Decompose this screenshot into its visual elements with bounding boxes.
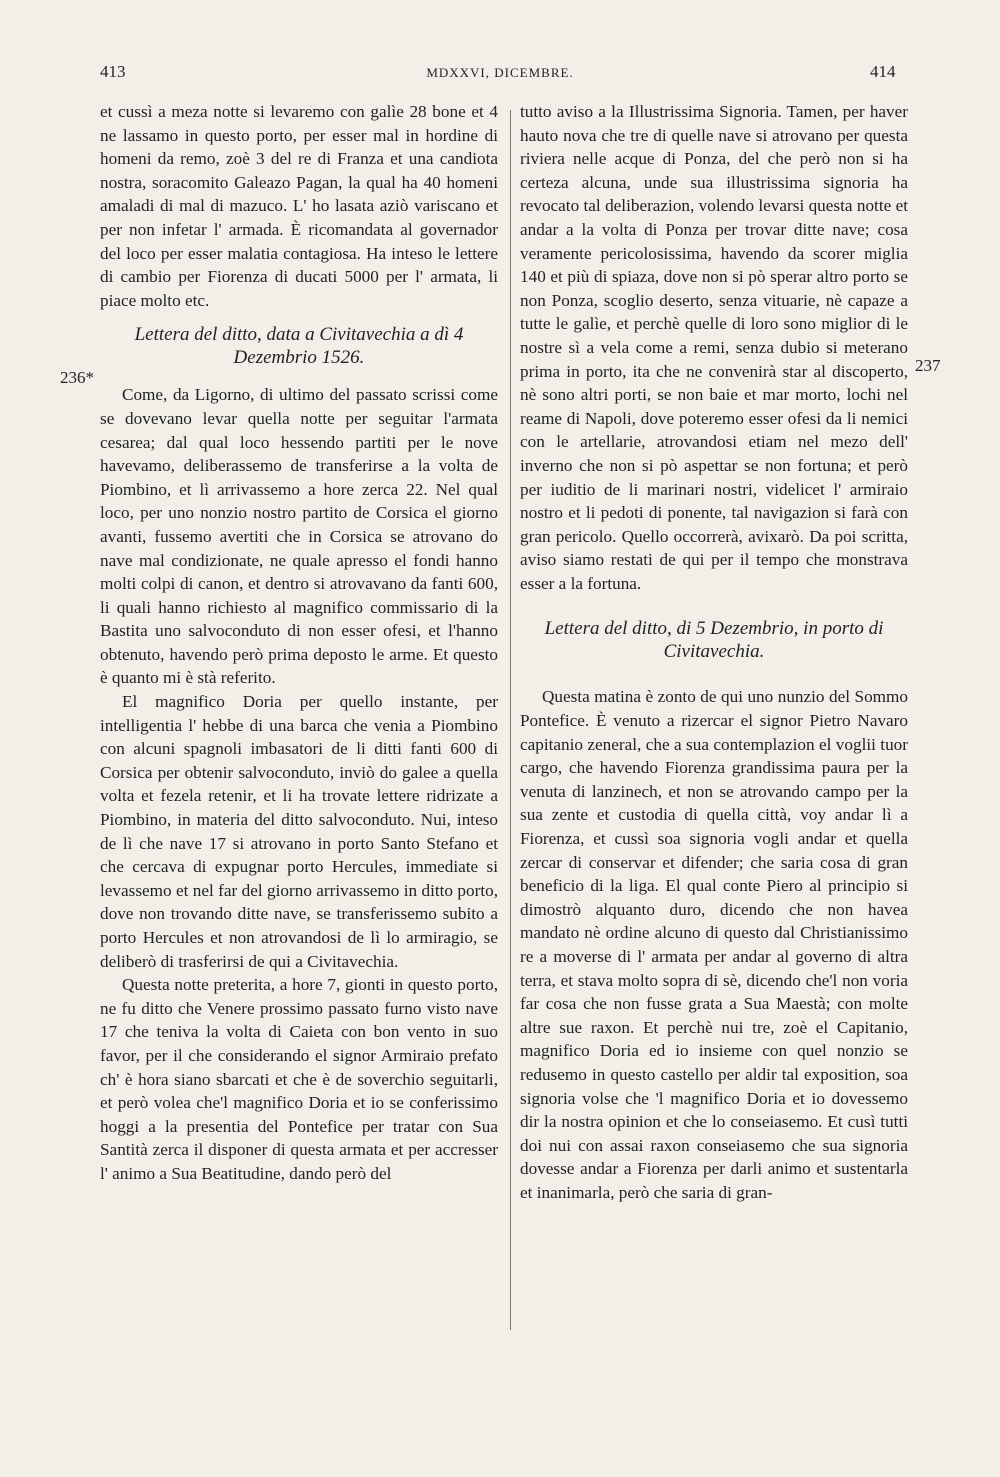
- left-paragraph-4: Questa notte preterita, a hore 7, gionti in questo porto, ne fu ditto che Venere prossimo passato furno visto nave 17 che teniva la volta di Caieta con bon vento in suo favor, per il che considerando el signor Armiraio prefato ch' è hora siano sbarcati et che è de soverchio seguitarli, et però volea che'l magnifico Doria et io se conferissimo hoggi a la presentia del Pontefice per tratar con Sua Santità zerca il disponer di questa armata et per accresser l' animo a Sua Beatitudine, dando però del: [100, 975, 498, 1183]
- left-column: [100, 100, 498, 1186]
- left-paragraph-1: et cussì a meza notte si levaremo con galìe 28 bone et 4 ne lassamo in questo porto, per esser mal in hordine di homeni da remo, zoè 3 del re di Franza et una candiota nostra, soracomito Galeazo Pagan, la qual ha 40 homeni amaladi di mal di mazuco. L' ho lasata aziò variscano et per non infetar l' armada. È ricomandata al governador del loco per esser malatia contagiosa. Ha inteso le lettere di cambio per Fiorenza di ducati 5000 per l' armata, li piace molto etc.: [100, 102, 498, 310]
- margin-number-right: 237: [915, 356, 941, 375]
- running-head: MDXXVI, DICEMBRE.: [426, 65, 574, 80]
- right-paragraph-1: tutto aviso a la Illustrissima Signoria. Tamen, per haver hauto nova che tre di quelle nave si atrovano per questa riviera nelle acque di Ponza, del che però non si ha certeza alcuna, unde sua illustrissima signoria ha revocato tal deliberazion, volendo levarsi questa notte et andar a la volta di Ponza per trovar ditte nave; cosa veramente pericolosissima, havendo da scorer miglia 140 et più di spiaza, dove non si pò sperar altro porto se non Ponza, scoglio deserto, senza vituarie, nè capaze a tutte le galìe, et perchè quelle di loro sono miglior di le nostre sì a vela come a remi, senza dubio si meterano prima in porto, ita che ne convenirà star al discoperto, nè sono altri porti, se non baie et mar morto, lochi nel reame di Napoli, dove poteremo esser ofesi da li nemici con le artellarie, atrovandosi etiam nel mezo dell' inverno che non si pò aspettar se non fortuna; et però per iuditio de li marinari nostri, videlicet l' armiraio nostro et li pedoti di ponente, tal navigazion si farà con gran pericolo. Quello occorrerà, avixarò. Da poi scritta, aviso siamo restati de qui per il tempo che monstrava esser a la fortuna.: [520, 102, 908, 593]
- left-paragraph-3: El magnifico Doria per quello instante, per intelligentia l' hebbe di una barca che venia a Piombino con alcuni spagnoli imbasatori de li ditti fanti 600 di Corsica per obtenir salvoconduto, inviò do galee a quella volta et fezela retenir, et li ha trovate lettere ridrizate a Piombino, in materia del ditto salvoconduto. Nui, inteso de lì che nave 17 si atrovano in porto Santo Stefano et che cercava di expugnar porto Hercules, immediate si levassemo et nel far del giorno arrivassemo in ditto porto, dove non trovando ditte nave, se transferissemo subito a porto Hercules et non atrovandosi de lì lo armiragio, se deliberò di trasferirsi de qui a Civitavechia.: [100, 692, 498, 971]
- page-number-right: 414: [870, 62, 896, 81]
- margin-number-left: 236*: [60, 368, 94, 387]
- right-column: [520, 100, 908, 1205]
- page-header: [0, 62, 1000, 86]
- column-divider: [510, 110, 511, 1330]
- left-paragraph-2: Come, da Ligorno, di ultimo del passato scrissi come se dovevano levar quella notte per seguitar l'armata cesarea; dal qual loco hessendo partiti per le nove havevamo, deliberassemo de transferirse a la volta de Piombino, et lì arrivassemo a hore zerca 22. Nel qual loco, per uno nonzio nostro partito de Corsica el giorno avanti, fussemo avertiti che in Corsica se atrovano do nave mal condizionate, ne quale apresso el fondi hanno molti colpi di canon, et dentro si atrovavano da fanti 600, li quali hanno richiesto al magnifico commissario di la Bastita uno salvoconduto di non esser ofesi, et l'hanno obtenuto, havendo però prima deposto le arme. Et questo è quanto mi è stà referito.: [100, 385, 498, 688]
- page-number-left: 413: [100, 62, 126, 81]
- right-letter-heading: Lettera del ditto, di 5 Dezembrio, in porto di Civitavechia.: [544, 618, 884, 663]
- left-letter-heading: Lettera del ditto, data a Civitavechia a dì 4 Dezembrio 1526.: [134, 324, 464, 369]
- right-paragraph-2: Questa matina è zonto de qui uno nunzio del Sommo Pontefice. È venuto a rizercar el signor Pietro Navaro capitanio zeneral, che a sua contemplazion el voglii tuor cargo, che havendo Fiorenza grandissima paura per la venuta di lanzinech, et non se atrovando campo per la sua zente et custodia di quella città, voy andar lì a Fiorenza, et cussì soa signoria vogli andar et quella zercar di conservar et difender; che saria cosa di gran beneficio di la liga. El qual conte Piero al principio si dimostrò alquanto duro, dicendo che non havea mandato nè ordine alcuno di questo dal Christianissimo re a moverse di l' armata per andar al governo di altra terra, et stava molto sopra di sè, dicendo che'l non voria far cosa che non fusse grata a Sua Maestà; con molte altre sue raxon. Et perchè nui tre, zoè el Capitanio, magnifico Doria ed io insieme con quel nonzio se redusemo in questo castello per aldir tal exposition, soa signoria volse che 'l magnifico Doria et io dovessemo dir la nostra opinion et che lo conseiasemo. Et cusì tutti doi nui con assai raxon conseiasemo che sua signoria dovesse andar a Fiorenza per darli animo et sustentarla et inanimarla, però che saria di gran-: [520, 687, 908, 1202]
